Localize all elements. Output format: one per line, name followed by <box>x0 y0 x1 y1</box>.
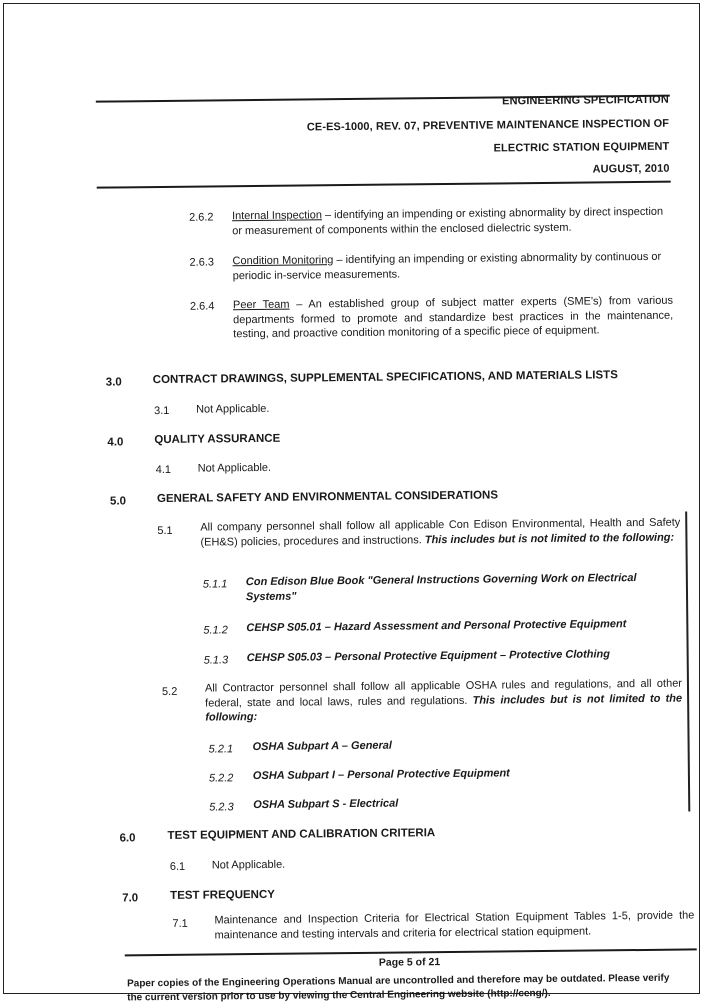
subsection-number: 7.1 <box>172 917 188 930</box>
header-doc-id: CE-ES-1000, REV. 07, PREVENTIVE MAINTENANCE INSPECTION OF <box>306 117 670 134</box>
definition-text: – An established group of subject matter experts (SME's) from various departments formed to promote and standardize best practices in the maintenance, testing, and proactive condition monitoring of a specific piece of equipment. <box>233 294 674 341</box>
list-item: OSHA Subpart I – Personal Protective Equipment <box>252 767 510 783</box>
definition-term: Condition Monitoring <box>232 254 334 268</box>
footer-notice: Paper copies of the Engineering Operations Manual are uncontrolled and therefore may be outdated. Please verify <box>127 972 670 990</box>
subsection-number: 6.1 <box>169 860 186 873</box>
section-title: GENERAL SAFETY AND ENVIRONMENTAL CONSIDERATIONS <box>156 489 499 506</box>
list-item: Con Edison Blue Book "General Instructions Governing Work on Electrical Systems" <box>245 572 637 603</box>
definition-text: – identifying an impending or existing abnormality by direct inspection or measurement of components within the enclosed dielectric system. <box>232 205 664 237</box>
paragraph-emphasis: This includes but is not limited to the following: <box>424 531 675 546</box>
item-number: 5.2.3 <box>209 801 234 814</box>
def-number: 2.6.2 <box>188 211 214 224</box>
section-title: CONTRACT DRAWINGS, SUPPLEMENTAL SPECIFICATIONS, AND MATERIALS LISTS <box>152 369 618 387</box>
section-number: 4.0 <box>107 436 124 449</box>
subsection-text: Not Applicable. <box>195 402 270 416</box>
footer-notice-continued: the current version prior to use by viewing the Central Engineering website (http://ceng/). <box>127 987 551 1004</box>
paragraph-emphasis: This includes but is not limited to the following: <box>205 692 683 724</box>
subsection-number: 3.1 <box>154 404 170 418</box>
section-number: 5.0 <box>109 495 127 508</box>
definition-item <box>232 205 672 239</box>
subsection-number: 5.2 <box>161 685 178 699</box>
subsection-number: 4.1 <box>155 463 172 477</box>
list-item: OSHA Subpart A – General <box>252 739 393 754</box>
header-date: AUGUST, 2010 <box>592 162 670 176</box>
section-title: TEST EQUIPMENT AND CALIBRATION CRITERIA <box>167 827 436 842</box>
subsection-text: Not Applicable. <box>211 858 286 872</box>
definition-text: – identifying an impending or existing abnormality by continuous or periodic in-service measurements. <box>232 250 662 282</box>
list-item: CEHSP S05.01 – Hazard Assessment and Personal Protective Equipment <box>246 618 627 635</box>
subsection-text: Not Applicable. <box>197 461 272 475</box>
section-title: QUALITY ASSURANCE <box>154 432 281 447</box>
section-number: 3.0 <box>105 376 122 389</box>
section-number: 6.0 <box>119 832 136 845</box>
subsection-number: 5.1 <box>157 524 173 538</box>
list-item: OSHA Subpart S - Electrical <box>253 797 399 812</box>
item-number: 5.1.1 <box>202 578 228 591</box>
section-number: 7.0 <box>122 892 139 905</box>
item-number: 5.2.2 <box>208 772 234 785</box>
paragraph-text: All Contractor personnel shall follow all applicable OSHA rules and regulations, and all other federal, state and local laws, rules and regulations. <box>204 677 683 710</box>
subsection-text <box>205 677 682 725</box>
revision-bar <box>685 511 690 811</box>
subsection-text: Maintenance and Inspection Criteria for Electrical Station Equipment Tables 1-5, provide the maintenance and testing intervals and criteria for electrical station equipment. <box>214 909 695 941</box>
item-number: 5.2.1 <box>208 743 234 756</box>
page-number: Page 5 of 21 <box>378 956 441 969</box>
definition-item <box>233 294 673 342</box>
definition-item <box>232 250 672 284</box>
item-number: 5.1.3 <box>203 654 229 667</box>
footer-rule <box>125 948 697 955</box>
subsection-text <box>200 516 680 550</box>
def-number: 2.6.4 <box>189 300 215 313</box>
list-item: CEHSP S05.03 – Personal Protective Equipment – Protective Clothing <box>246 648 611 665</box>
paragraph-text: All company personnel shall follow all applicable Con Edison Environmental, Health and Safety (EH&S) policies, procedures and instructions. <box>200 516 681 549</box>
definition-term: Peer Team <box>232 298 290 312</box>
definition-term: Internal Inspection <box>231 209 322 223</box>
item-number: 5.1.2 <box>203 624 228 637</box>
header-bottom-rule <box>97 181 671 189</box>
header-subject: ELECTRIC STATION EQUIPMENT <box>493 140 670 155</box>
section-title: TEST FREQUENCY <box>170 888 276 902</box>
header-title: ENGINEERING SPECIFICATION <box>502 93 669 108</box>
def-number: 2.6.3 <box>189 256 215 269</box>
